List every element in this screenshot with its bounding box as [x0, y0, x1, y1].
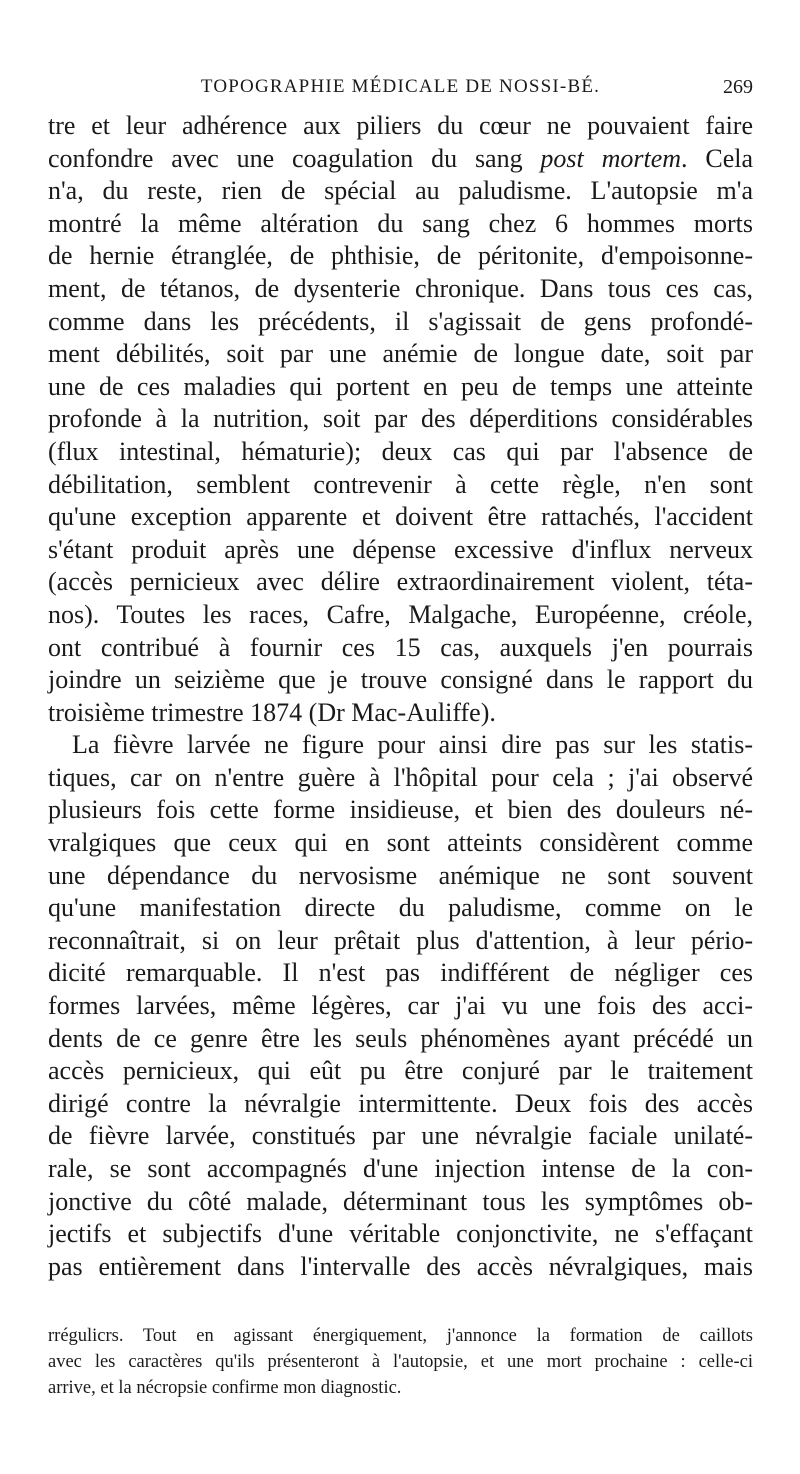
text-line: vralgiques que ceux qui en sont atteints considèrent comme [48, 828, 753, 858]
text-line: n'a, du reste, rien de spécial au paludisme. L'autopsie m'a [48, 176, 753, 206]
text-line: troisième trimestre 1874 (Dr Mac-Auliffe). [48, 697, 496, 727]
footnote-line: avec les caractères qu'ils présenteront à l'autopsie, et une mort prochaine : celle-ci [48, 1352, 753, 1372]
footnote [48, 1323, 753, 1401]
text-line: comme dans les précédents, il s'agissait de gens profondé- [48, 306, 753, 336]
text-line: rale, se sont accompagnés d'une injection intense de la con- [48, 1154, 753, 1183]
text-line: La fièvre larvée ne figure pour ainsi dire pas sur les statis- [72, 730, 753, 760]
footnote-line: rrégulicrs. Tout en agissant énergiquement, j'annonce la formation de caillots [48, 1326, 753, 1346]
text-line: qu'une exception apparente et doivent être rattachés, l'accident [48, 502, 753, 532]
text-line: jonctive du côté malade, déterminant tous les symptômes ob- [48, 1186, 753, 1216]
text-line: pas entièrement dans l'intervalle des accès névralgiques, mais [48, 1251, 753, 1281]
main-text [48, 110, 753, 1283]
text-line: nos). Toutes les races, Cafre, Malgache, Européenne, créole, [48, 599, 753, 629]
text-line: une dépendance du nervosisme anémique ne sont souvent [48, 860, 753, 890]
text-line: (flux intestinal, hématurie); deux cas qui par l'absence de [48, 436, 753, 466]
text-line: montré la même altération du sang chez 6 hommes morts [48, 208, 753, 238]
text-line: tiques, car on n'entre guère à l'hôpital pour cela ; j'ai observé [48, 762, 753, 792]
page-header [48, 72, 753, 102]
text-line: tre et leur adhérence aux piliers du cœur ne pouvaient faire [48, 111, 753, 140]
text-line: ment, de tétanos, de dysenterie chronique. Dans tous ces cas, [48, 273, 753, 303]
text-line: dents de ce genre être les seuls phénomènes ayant précédé un [48, 1023, 753, 1053]
text-line: s'étant produit après une dépense excessive d'influx nerveux [48, 534, 753, 564]
text-line: qu'une manifestation directe du paludisme, comme on le [48, 893, 753, 923]
text-line: débilitation, semblent contrevenir à cette règle, n'en sont [48, 469, 753, 499]
text-line: profonde à la nutrition, soit par des déperditions considérables [48, 404, 753, 434]
text-line: de hernie étranglée, de phthisie, de péritonite, d'empoisonne- [48, 241, 753, 271]
running-title: TOPOGRAPHIE MÉDICALE DE NOSSI-BÉ. [200, 76, 601, 97]
text-line: confondre avec une coagulation du sang post mortem. Cela [48, 143, 753, 173]
footnote-line: arrive, et la nécropsie confirme mon diagnostic. [48, 1378, 402, 1398]
text-line: de fièvre larvée, constitués par une névralgie faciale unilaté- [48, 1121, 753, 1151]
text-line: ment débilités, soit par une anémie de longue date, soit par [48, 339, 753, 369]
text-line: jectifs et subjectifs d'une véritable conjonctivite, ne s'effaçant [48, 1219, 753, 1249]
text-line: plusieurs fois cette forme insidieuse, et bien des douleurs né- [48, 795, 753, 825]
text-line: formes larvées, même légères, car j'ai vu une fois des acci- [48, 991, 753, 1021]
text-line: dirigé contre la névralgie intermittente. Deux fois des accès [48, 1088, 753, 1118]
text-line: (accès pernicieux avec délire extraordinairement violent, téta- [48, 567, 753, 597]
page-number: 269 [723, 76, 753, 98]
text-line: une de ces maladies qui portent en peu de temps une atteinte [48, 371, 753, 401]
text-line: joindre un seizième que je trouve consigné dans le rapport du [48, 665, 753, 695]
text-line: reconnaîtrait, si on leur prêtait plus d'attention, à leur pério- [48, 925, 753, 955]
text-line: ont contribué à fournir ces 15 cas, auxquels j'en pourrais [48, 632, 753, 662]
text-line: dicité remarquable. Il n'est pas indifférent de négliger ces [48, 958, 753, 988]
text-line: accès pernicieux, qui eût pu être conjuré par le traitement [48, 1056, 753, 1086]
